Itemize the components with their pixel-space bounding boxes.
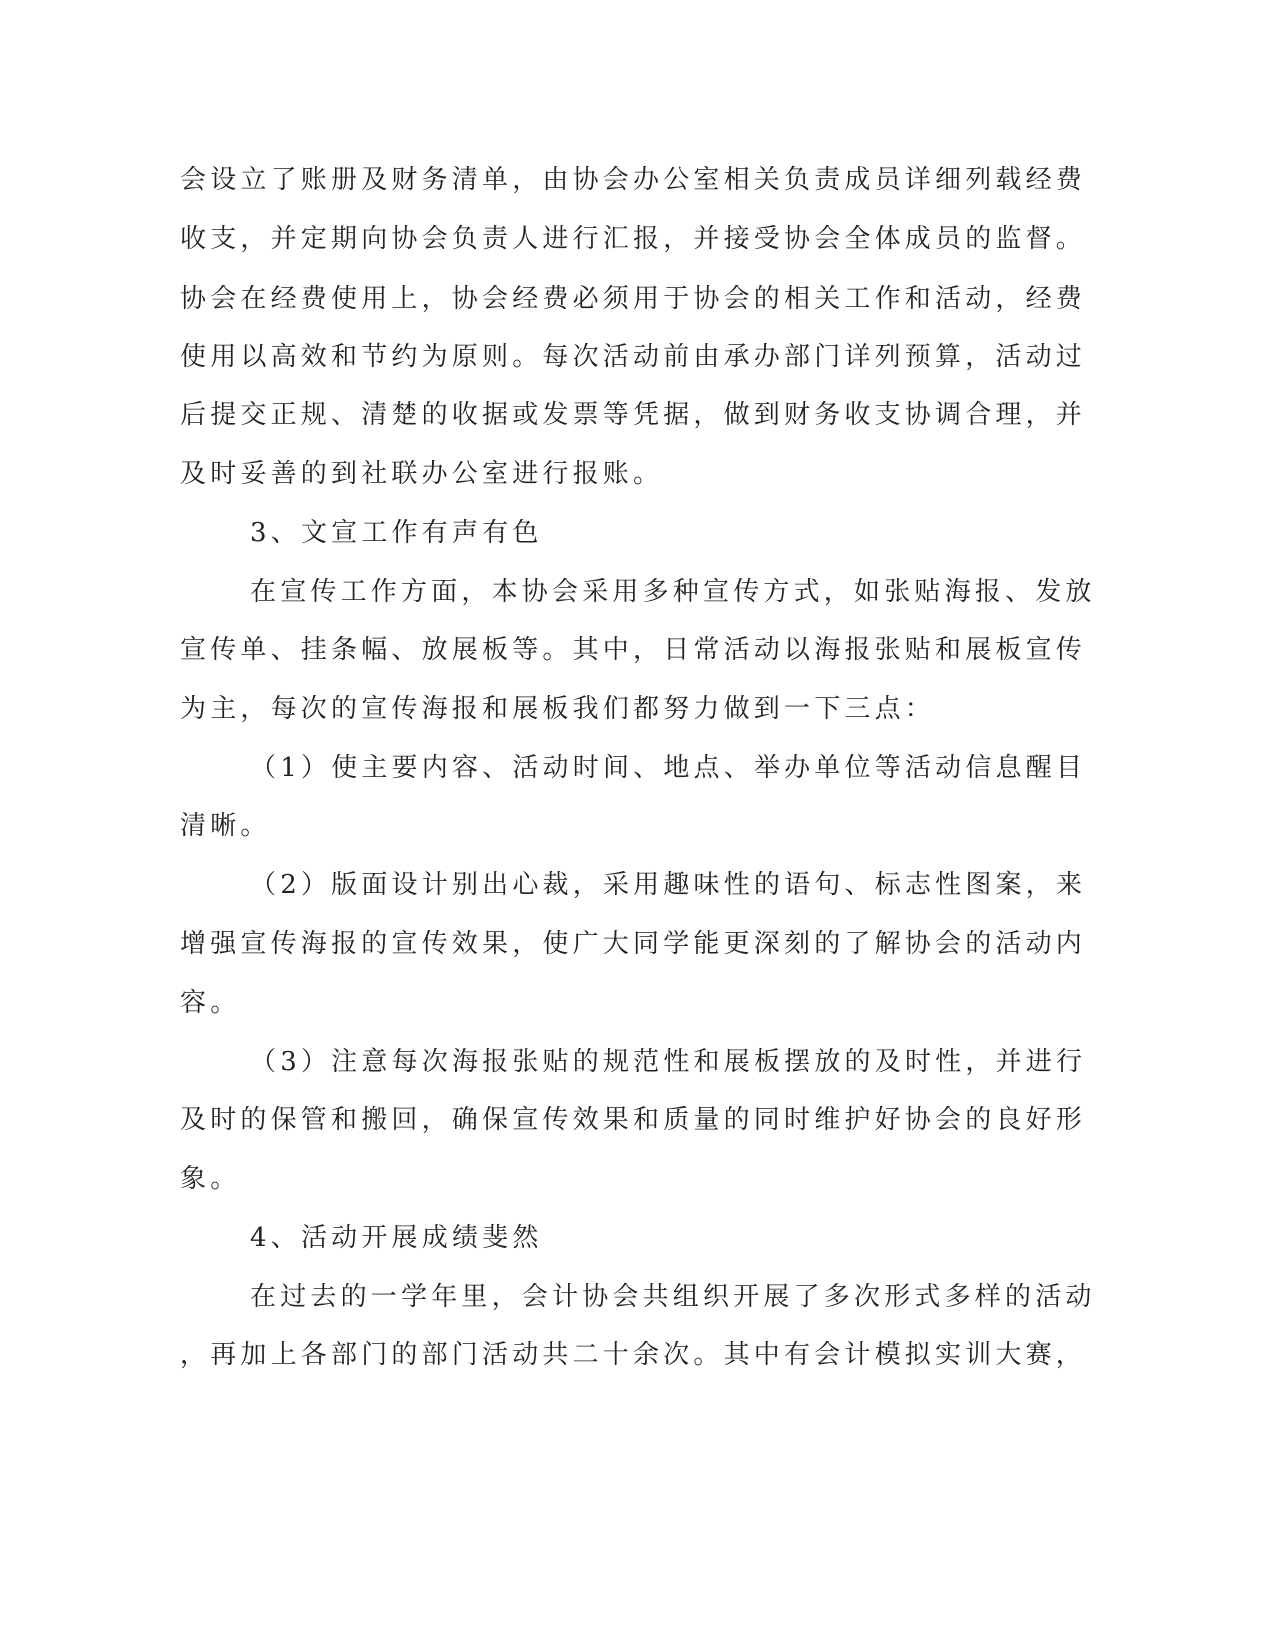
paragraph-line: 收支，并定期向协会负责人进行汇报，并接受协会全体成员的监督。 (180, 224, 1087, 254)
paragraph-line: 协会在经费使用上，协会经费必须用于协会的相关工作和活动，经费 (180, 284, 1087, 314)
list-item-line: 容。 (180, 988, 241, 1018)
paragraph-line: 后提交正规、清楚的收据或发票等凭据，做到财务收支协调合理，并 (180, 400, 1087, 430)
section-heading: 4、活动开展成绩斐然 (250, 1223, 543, 1253)
list-item-line: （2）版面设计别出心裁，采用趣味性的语句、标志性图案，来 (250, 870, 1087, 900)
list-item-line: 象。 (180, 1164, 241, 1194)
list-item-line: 及时的保管和搬回，确保宣传效果和质量的同时维护好协会的良好形 (180, 1105, 1087, 1135)
paragraph-line: 及时妥善的到社联办公室进行报账。 (180, 459, 664, 489)
paragraph-line: 会设立了账册及财务清单，由协会办公室相关负责成员详细列载经费 (180, 165, 1087, 195)
paragraph-line: ，再加上各部门的部门活动共二十余次。其中有会计模拟实训大赛， (180, 1340, 1087, 1370)
paragraph-line: 为主，每次的宣传海报和展板我们都努力做到一下三点： (180, 694, 936, 724)
paragraph-line: 使用以高效和节约为原则。每次活动前由承办部门详列预算，活动过 (180, 342, 1087, 372)
list-item-line: 增强宣传海报的宣传效果，使广大同学能更深刻的了解协会的活动内 (180, 929, 1087, 959)
list-item-line: （3）注意每次海报张贴的规范性和展板摆放的及时性，并进行 (250, 1047, 1087, 1077)
section-heading: 3、文宣工作有声有色 (250, 518, 543, 548)
list-item-line: 清晰。 (180, 811, 271, 841)
paragraph-line: 宣传单、挂条幅、放展板等。其中，日常活动以海报张贴和展板宣传 (180, 635, 1087, 665)
paragraph-line: 在宣传工作方面，本协会采用多种宣传方式，如张贴海报、发放 (250, 577, 1096, 607)
list-item-line: （1）使主要内容、活动时间、地点、举办单位等活动信息醒目 (250, 753, 1087, 783)
paragraph-line: 在过去的一学年里，会计协会共组织开展了多次形式多样的活动 (250, 1282, 1096, 1312)
